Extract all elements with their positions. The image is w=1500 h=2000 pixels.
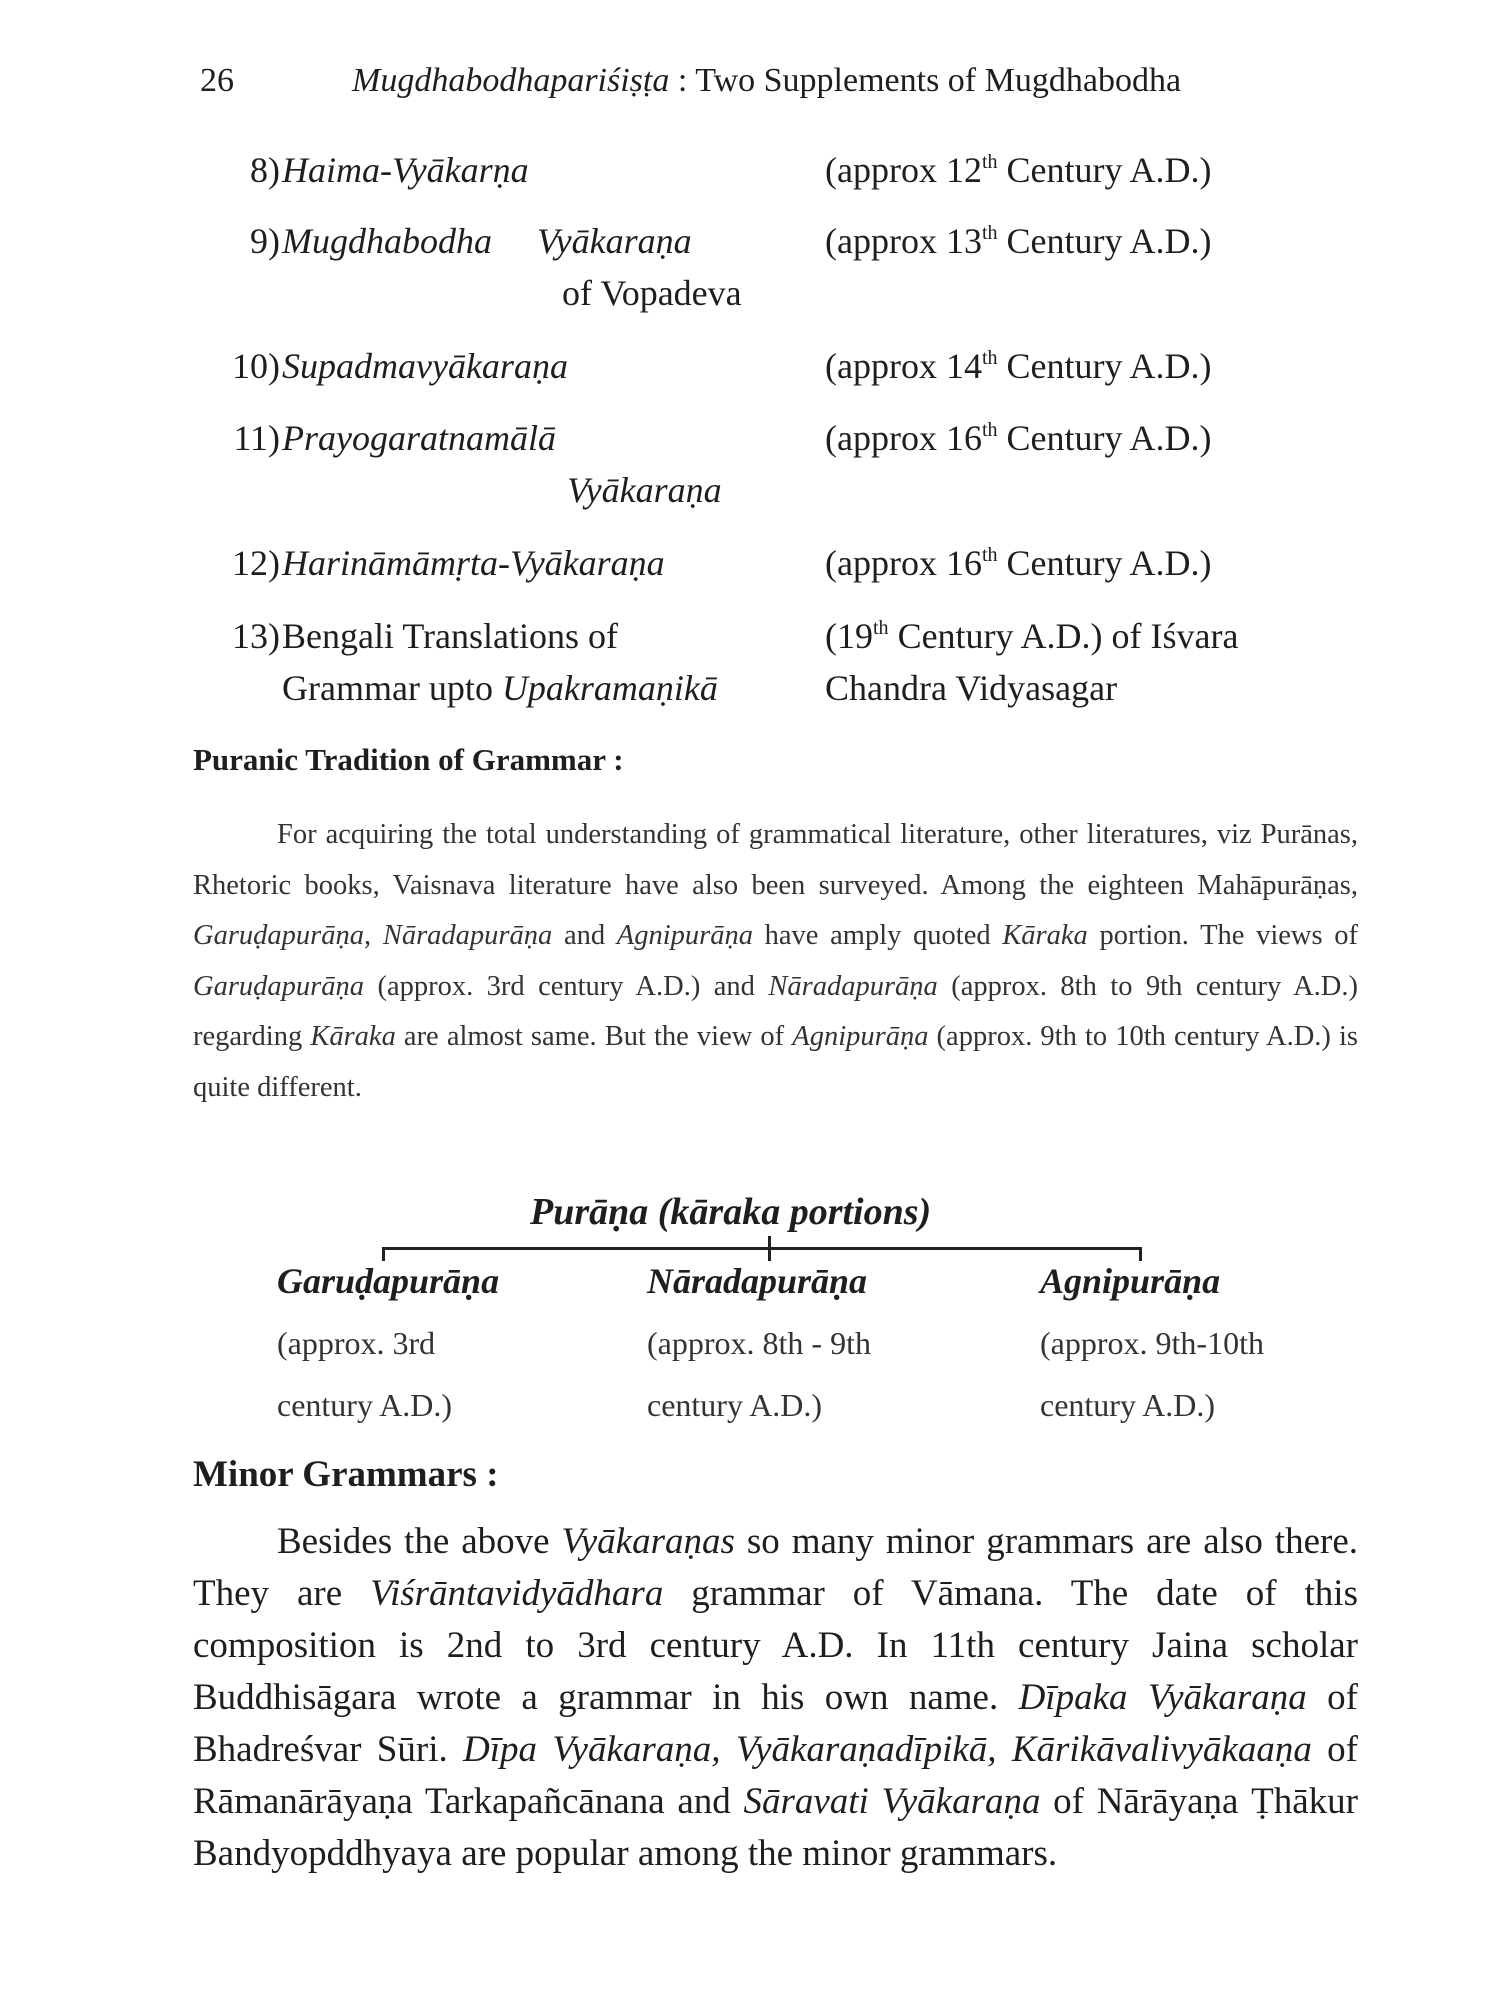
column-name: Garuḍapurāṇa [277,1261,500,1301]
column-name: Agnipurāṇa [1040,1261,1221,1301]
list-date: (approx 12th Century A.D.) [825,150,1212,190]
column-date: (approx. 8th - 9th [647,1325,871,1361]
column-name: Nāradapurāṇa [647,1261,868,1301]
list-number: 8) [250,150,280,190]
list-number: 10) [232,346,280,386]
list-date: (approx 13th Century A.D.) [825,221,1212,261]
column-date: century A.D.) [1040,1387,1216,1423]
list-title: Supadmavyākaraṇa [282,346,568,386]
list-title: Prayogaratnamālā Vyākaraṇa [282,418,722,510]
list-title: Haima-Vyākarṇa [282,150,529,190]
list-title: Harināmāmṛta-Vyākaraṇa [282,543,665,583]
list-number: 11) [233,418,280,458]
diagram-column [647,1250,871,1436]
list-title: Mugdhabodha Vyākaraṇa of Vopadeva [282,221,742,313]
running-title [352,62,1181,100]
diagram-title: Purāṇa (kāraka portions) [530,1191,932,1233]
puranic-paragraph: For acquiring the total understanding of grammatical literature, other literatures, viz Purānas, Rhetoric books, Vaisnava literature have also been surveyed. Among the eighteen Mahāpurāṇas, Garuḍapurāṇa, Nāradapurāṇa and Agnipurāṇa have amply quoted Kāraka portion. The views of Garuḍapurāṇa (approx. 3rd century A.D.) and Nāradapurāṇa (approx. 8th to 9th century A.D.) regarding Kāraka are almost same. But the view of Agnipurāṇa (approx. 9th to 10th century A.D.) is quite different. [193,819,1359,1103]
minor-paragraph: Besides the above Vyākaraṇas so many minor grammars are also there. They are Viśrāntavidyādhara grammar of Vāmana. The date of this composition is 2nd to 3rd century A.D. In 11th century Jaina scholar Buddhisāgara wrote a grammar in his own name. Dīpaka Vyākaraṇa of Bhadreśvar Sūri. Dīpa Vyākaraṇa, Vyākaraṇadīpikā, Kārikāvalivyākaaṇa of Rāmanārāyaṇa Tarkapañcānana and Sāravati Vyākaraṇa of Nārāyaṇa Ṭhākur Bandyopddhyaya are popular among the minor grammars. [193,1521,1358,1874]
section-heading-minor: Minor Grammars : [193,1454,499,1495]
running-title-rest: : Two Supplements of Mugdhabodha [669,62,1182,99]
list-number: 12) [232,543,280,583]
list-date: (approx 16th Century A.D.) [825,543,1212,583]
diagram-column [277,1250,499,1436]
column-date: (approx. 9th-10th [1040,1325,1264,1361]
list-date: (19th Century A.D.) of Iśvara Chandra Vidyasagar [825,616,1239,708]
list-title: Bengali Translations of Grammar upto Upakramaṇikā [282,616,718,708]
section-heading-puranic: Puranic Tradition of Grammar : [193,742,624,777]
diagram-column [1040,1250,1264,1436]
list-number: 13) [232,616,280,656]
column-date: century A.D.) [647,1387,823,1423]
list-date: (approx 14th Century A.D.) [825,346,1212,386]
running-title-italic: Mugdhabodhapariśiṣṭa [352,62,670,99]
list-number: 9) [250,221,280,261]
column-date: century A.D.) [277,1387,453,1423]
column-date: (approx. 3rd [277,1325,436,1361]
list-date: (approx 16th Century A.D.) [825,418,1212,458]
page-number: 26 [200,62,234,99]
